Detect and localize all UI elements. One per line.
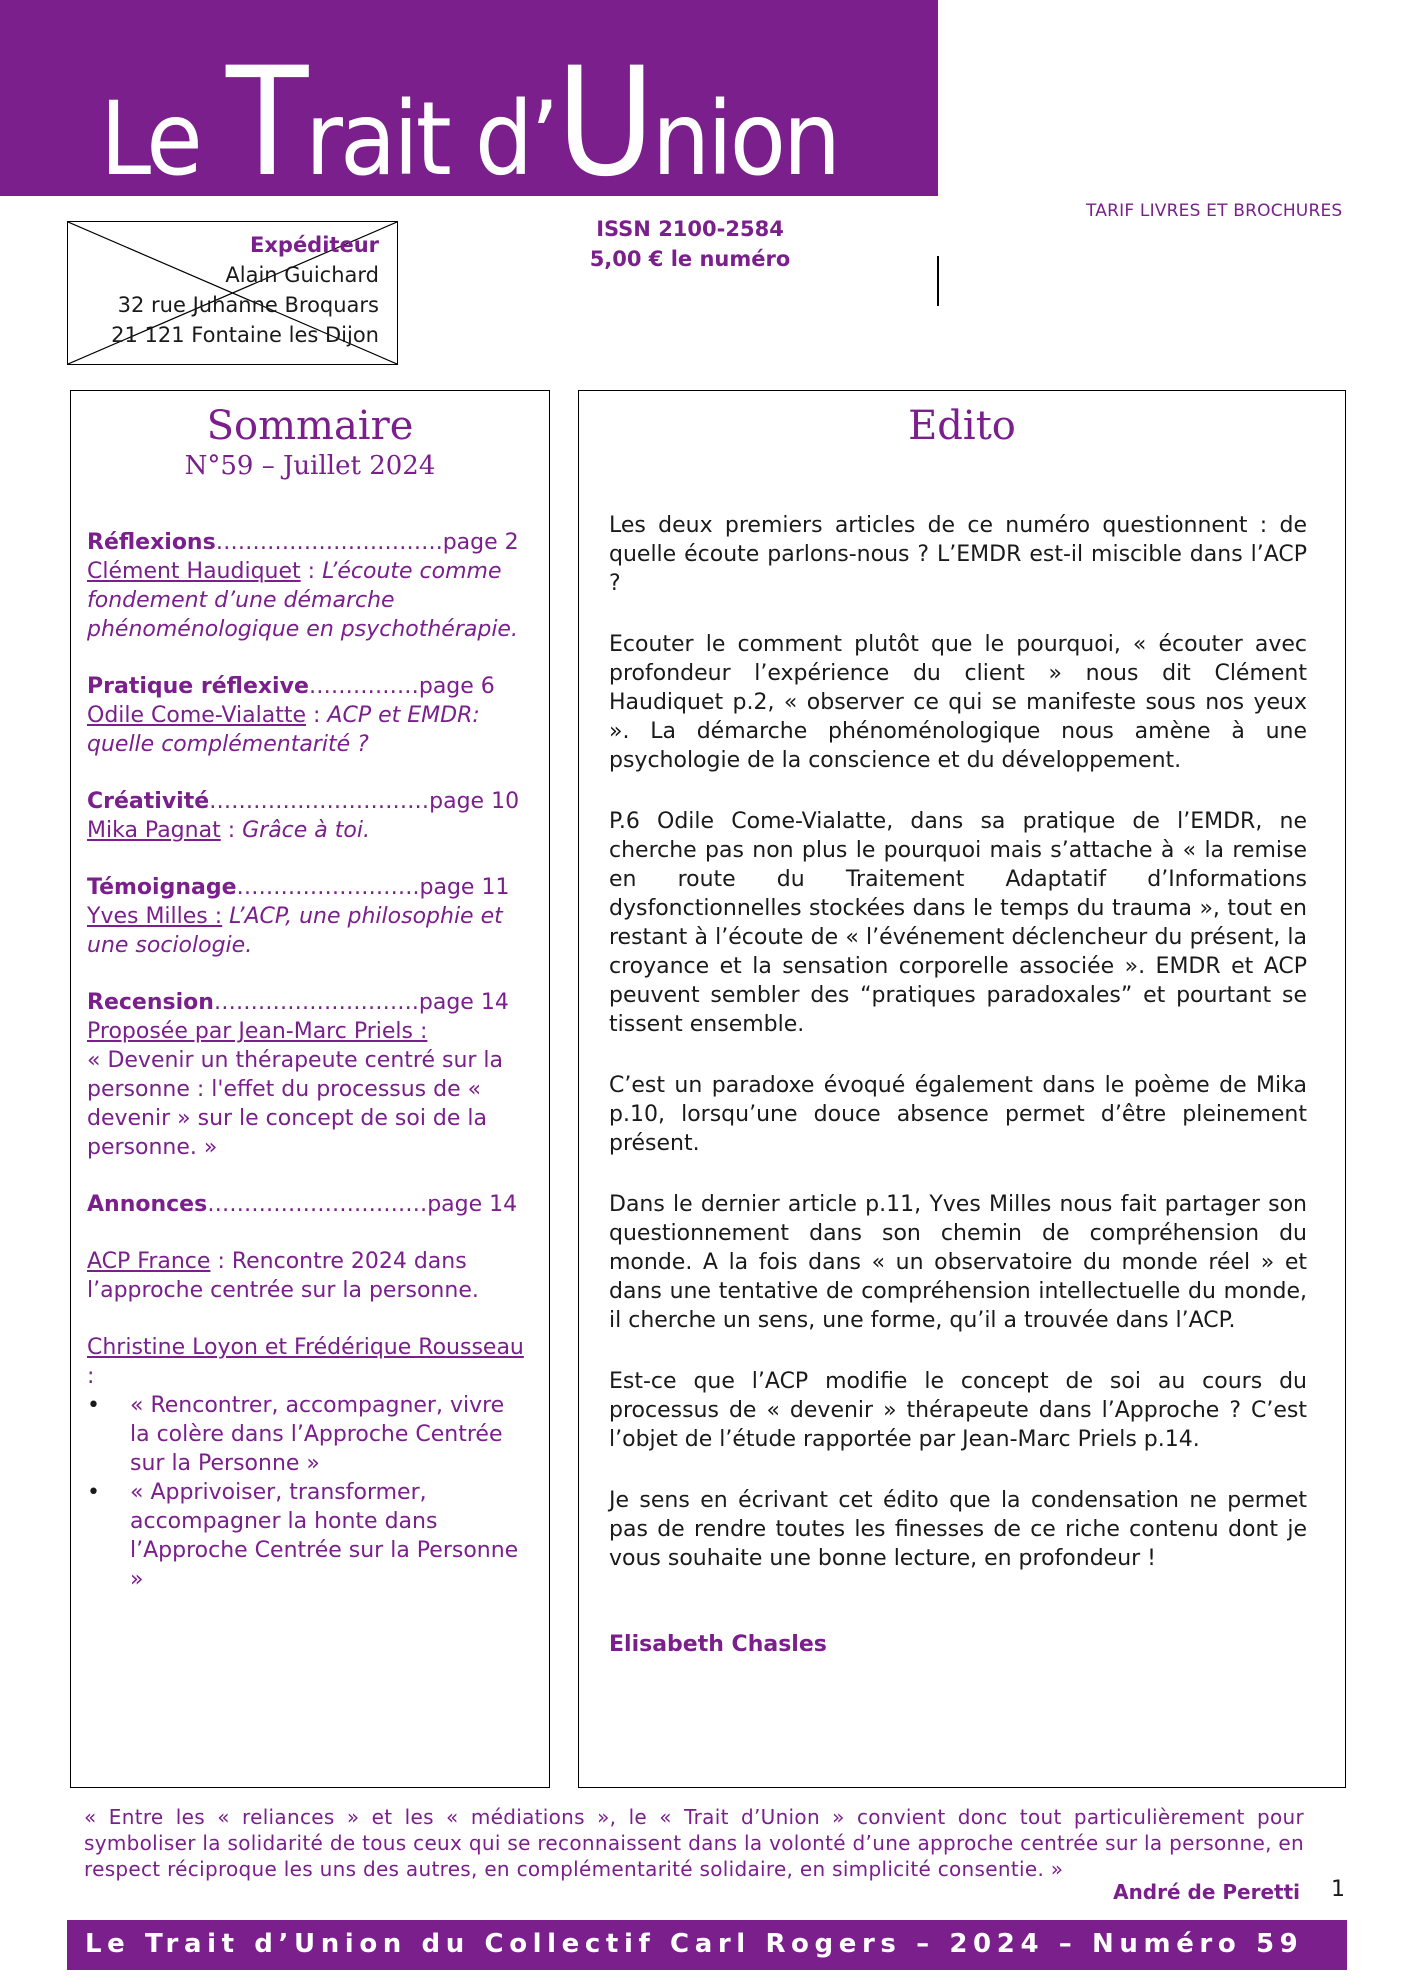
title-part: rait d’ (305, 80, 557, 199)
toc-article-title: Grâce à toi. (242, 818, 370, 843)
toc-article-title: L’ACP, une philosophie et une sociologie. (87, 904, 503, 958)
toc-entry (87, 672, 527, 759)
toc-article-title: L’écoute comme fondement d’une démarche phénoménologique en psychothérapie. (87, 559, 518, 642)
edito-paragraph: Dans le dernier article p.11, Yves Milles nous fait partager son questionnement dans son chemin de compréhension du monde. A la fois dans « un observatoire du monde réel » et dans une tentative de compréhension intellectuelle du monde, il cherche un sens, une forme, qu’il a trouvée dans l’ACP. (609, 1192, 1307, 1333)
edito-signature: Elisabeth Chasles (609, 1632, 827, 1657)
toc-entry (87, 988, 527, 1162)
acp-france-text: : Rencontre 2024 dans l’approche centrée sur la personne. (87, 1249, 479, 1303)
edito-title: Edito (908, 403, 1016, 449)
toc-author-link[interactable]: Yves Milles : (87, 904, 223, 929)
toc-author-link[interactable]: Proposée par Jean-Marc Priels : (87, 1019, 428, 1044)
sender-address-box (67, 221, 398, 365)
toc-page: …………………………page 10 (209, 789, 520, 814)
footer-text: Le Trait d’Union du Collectif Carl Rogers – 2024 – Numéro 59 (85, 1929, 1304, 1959)
sommaire-box (70, 390, 550, 1788)
edito-paragraph: Les deux premiers articles de ce numéro questionnent : de quelle écoute parlons-nous ? L’EMDR est-il miscible dans l’ACP ? (609, 513, 1307, 596)
toc-article-title: ACP et EMDR: quelle complémentarité ? (87, 703, 480, 757)
title-part: U (556, 36, 653, 210)
toc-separator: : (220, 818, 243, 843)
christine-loyon-link[interactable]: Christine Loyon et Frédérique Rousseau (87, 1335, 524, 1360)
toc-author-link[interactable]: Odile Come-Vialatte (87, 703, 307, 728)
toc-page: ……………page 6 (308, 674, 495, 699)
toc-author-link[interactable]: Clément Haudiquet (87, 559, 301, 584)
edito-paragraph: Est-ce que l’ACP modifie le concept de soi au cours du processus de « devenir » thérapeute dans l’Approche ? C’est l’objet de l’étude rapportée par Jean-Marc Priels p.14. (609, 1369, 1307, 1452)
journal-title (0, 18, 938, 228)
title-part: T (225, 36, 306, 210)
toc-page: ……………………….page 14 (213, 990, 509, 1015)
toc-entry (87, 787, 527, 845)
masthead-banner (0, 0, 938, 210)
issn-block (560, 214, 820, 274)
sender-street: 32 rue Juhanne Broquars (117, 293, 379, 317)
sender-name: Alain Guichard (225, 263, 379, 287)
issn-number: ISSN 2100-2584 (596, 217, 784, 241)
toc-author-link[interactable]: Mika Pagnat (87, 818, 221, 843)
sender-label: Expéditeur (250, 233, 379, 257)
issue-price: 5,00 € le numéro (589, 247, 791, 271)
edito-paragraph: C’est un paradoxe évoqué également dans le poème de Mika p.10, lorsqu’une douce absence permet d’être pleinement présent. (609, 1073, 1307, 1156)
toc-page: …………………….page 11 (236, 875, 510, 900)
epigraph-quote: « Entre les « reliances » et les « médiations », le « Trait d’Union » convient donc tout particulièrement pour symboliser la solidarité de tous ceux qui se reconnaissent dans la volonté d’une approche centrée sur la personne, en respect réciproque les uns des autres, en complémentarité solidaire, en simplicité consentie. » (84, 1805, 1304, 1881)
sender-city: 21 121 Fontaine les Dijon (111, 323, 379, 347)
page-number: 1 (1331, 1877, 1345, 1902)
toc-section: Témoignage (87, 875, 237, 900)
list-item: • « Apprivoiser, transformer, accompagner la honte dans l’Approche Centrée sur la Personne » (87, 1478, 527, 1594)
edito-paragraph: Ecouter le comment plutôt que le pourquoi, « écouter avec profondeur l’expérience du client » nous dit Clément Haudiquet p.2, « observer ce qui se manifeste sous nos yeux ». La démarche phénoménologique nous amène à une psychologie de la conscience et du développement. (609, 632, 1307, 773)
acp-france-link[interactable]: ACP France (87, 1249, 211, 1274)
toc-separator: : (300, 559, 323, 584)
edito-body (609, 511, 1307, 1605)
toc-article-title: « Devenir un thérapeute centré sur la personne : l'effet du processus de « devenir » sur le concept de soi de la personne. » (87, 1048, 504, 1160)
edito-paragraph: Je sens en écrivant cet édito que la condensation ne permet pas de rendre toutes les finesses de ce riche contenu dont je vous souhaite une bonne lecture, en profondeur ! (609, 1488, 1307, 1571)
list-item: • « Rencontrer, accompagner, vivre la colère dans l’Approche Centrée sur la Personne » (87, 1391, 527, 1478)
sommaire-title: Sommaire (206, 403, 414, 449)
quote-author: André de Peretti (1113, 1880, 1300, 1904)
toc-section: Créativité (87, 789, 210, 814)
toc-section: Réflexions (87, 530, 216, 555)
toc-entry (87, 1247, 527, 1305)
toc-page: …………………………page 14 (207, 1192, 518, 1217)
sender-lines (111, 230, 379, 350)
toc-section: Recension (87, 990, 214, 1015)
toc-separator: : (87, 1364, 95, 1389)
title-part: nion (652, 80, 839, 199)
toc-entry (87, 873, 527, 960)
title-part: Le (99, 80, 226, 199)
issue-number: N°59 – Juillet 2024 (184, 451, 436, 481)
footer-banner (67, 1920, 1347, 1970)
table-of-contents (87, 528, 527, 1622)
edito-paragraph: P.6 Odile Come-Vialatte, dans sa pratique de l’EMDR, ne cherche pas non plus le pourquoi mais s’attache à « la remise en route du Traitement Adaptatif d’Informations dysfonctionnelles stockées dans le temps du trauma », tout en restant à l’écoute de « l’événement déclencheur du présent, la croyance et la sensation corporelle associée ». EMDR et ACP peuvent sembler des “pratiques paradoxales” et pourtant se tissent ensemble. (609, 809, 1307, 1037)
toc-section: Annonces (87, 1192, 208, 1217)
toc-page: ………………………….page 2 (215, 530, 519, 555)
divider (937, 256, 939, 306)
announcement-list (87, 1391, 527, 1594)
toc-separator: : (306, 703, 328, 728)
toc-section: Pratique réflexive (87, 674, 309, 699)
edito-box (578, 390, 1346, 1788)
toc-entry (87, 528, 527, 644)
toc-entry (87, 1333, 527, 1594)
postage-rate-label: TARIF LIVRES ET BROCHURES (1086, 201, 1343, 221)
toc-entry (87, 1190, 527, 1219)
